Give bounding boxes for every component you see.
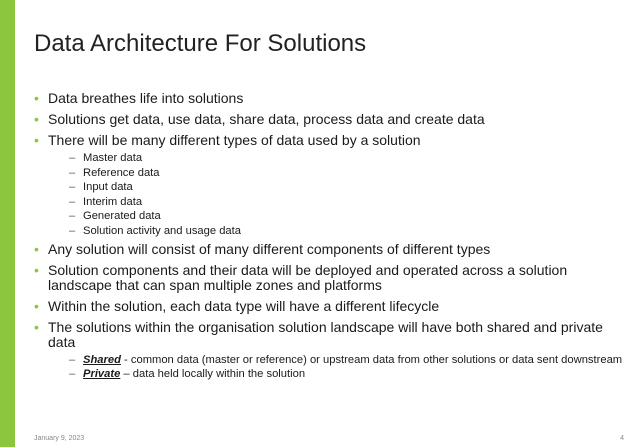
dash-glyph: – xyxy=(69,224,76,237)
bullet-text: Solution components and their data will be deployed and operated across a solution landscape that can span multiple zones and platforms xyxy=(48,261,568,293)
bullet-item xyxy=(34,320,624,382)
sub-bullet-item xyxy=(48,181,624,194)
dash-glyph: – xyxy=(69,195,76,208)
sub-bullet-item xyxy=(48,210,624,223)
private-term: Private xyxy=(83,368,121,380)
sub-bullet-item xyxy=(48,354,624,367)
bullet-item xyxy=(34,263,624,293)
sub-bullet-item xyxy=(48,368,624,381)
bullet-item xyxy=(34,299,624,314)
private-description: – data held locally within the solution xyxy=(120,368,306,380)
bullet-item xyxy=(34,242,624,257)
dash-glyph: – xyxy=(69,181,76,193)
accent-bar xyxy=(0,0,15,447)
bullet-glyph: • xyxy=(34,261,39,278)
bullet-glyph: • xyxy=(34,318,39,335)
shared-term: Shared xyxy=(83,353,121,366)
bullet-text: The solutions within the organisation solution landscape will have both shared and private data xyxy=(48,318,603,350)
dash-glyph: – xyxy=(69,353,76,366)
bullet-glyph: • xyxy=(34,90,39,106)
data-sharing-list xyxy=(48,354,624,382)
sub-bullet-text: Master data xyxy=(83,152,143,164)
sub-bullet-text: Solution activity and usage data xyxy=(83,224,241,237)
bullet-glyph: • xyxy=(34,240,39,257)
data-type-list xyxy=(48,152,624,238)
bullet-glyph: • xyxy=(34,111,39,127)
bullet-text: Solutions get data, use data, share data, process data and create data xyxy=(48,111,485,127)
sub-bullet-item xyxy=(48,225,624,238)
sub-bullet-text: Reference data xyxy=(83,166,160,179)
sub-bullet-text: Interim data xyxy=(83,195,143,208)
bullet-item xyxy=(34,133,624,238)
bullet-glyph: • xyxy=(34,132,39,148)
dash-glyph: – xyxy=(69,368,76,380)
bullet-text: Within the solution, each data type will have a different lifecycle xyxy=(48,297,440,314)
sub-bullet-text: Generated data xyxy=(83,210,161,222)
sub-bullet-item xyxy=(48,196,624,209)
sub-bullet-item xyxy=(48,152,624,165)
dash-glyph: – xyxy=(69,166,76,179)
bullet-item xyxy=(34,112,624,127)
bullet-text: Data breathes life into solutions xyxy=(48,90,244,106)
dash-glyph: – xyxy=(69,210,76,222)
slide-title: Data Architecture For Solutions xyxy=(34,30,367,57)
sub-bullet-item xyxy=(48,167,624,180)
page-number: 4 xyxy=(620,435,624,442)
shared-description: - common data (master or reference) or upstream data from other solutions or data sent downstream xyxy=(120,353,623,366)
bullet-text: Any solution will consist of many different components of different types xyxy=(48,240,491,257)
dash-glyph: – xyxy=(69,152,76,164)
footer-date: January 9, 2023 xyxy=(34,435,85,442)
bullet-glyph: • xyxy=(34,297,39,314)
slide-content xyxy=(34,91,624,385)
bullet-text: There will be many different types of data used by a solution xyxy=(48,132,421,148)
bullet-item xyxy=(34,91,624,106)
sub-bullet-text: Input data xyxy=(83,181,133,193)
